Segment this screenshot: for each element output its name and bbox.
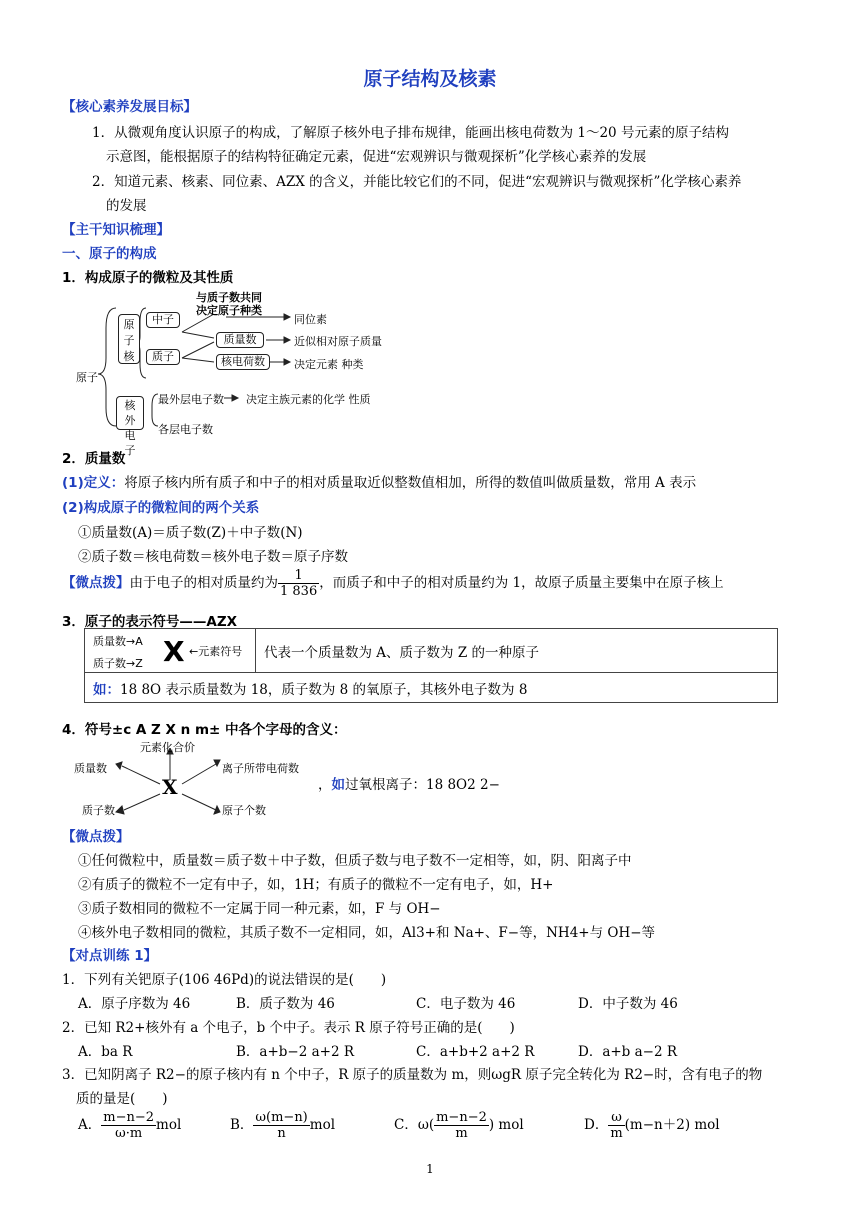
q3-b-label: B． (230, 1117, 254, 1133)
element-arrow-label: ←元素符号 (189, 645, 243, 658)
q3-c-den: m (455, 1126, 468, 1141)
tip-item-3: ③质子数相同的微粒不一定属于同一种元素，如，F 与 OH− (78, 901, 441, 917)
goals-heading: 【核心素养发展目标】 (62, 99, 197, 115)
page-number: 1 (426, 1162, 434, 1176)
svg-text:X: X (162, 775, 178, 799)
section-4-heading: 4．符号±c A Z X n m± 中各个字母的含义： (62, 722, 347, 738)
q1-option-a[interactable]: A．原子序数为 46 (78, 996, 191, 1012)
isotope-label: 同位素 (294, 313, 327, 326)
q3-c-num: m−n−2 (436, 1110, 487, 1125)
electron-mass-fraction (278, 568, 319, 599)
q3-b-den: n (277, 1126, 286, 1141)
example-label: 如： (93, 681, 120, 698)
nuclear-charge-box: 核电荷数 (216, 354, 270, 370)
q3-a-unit: mol (156, 1117, 182, 1133)
approx-mass-label: 近似相对原子质量 (294, 335, 382, 348)
section-1-heading: 1．构成原子的微粒及其性质 (62, 270, 234, 286)
symbol-table (84, 628, 778, 703)
mass-arrow-label: 质量数→A (93, 635, 143, 648)
q3-d-unit: (m−n＋2) mol (624, 1117, 720, 1133)
proton-arrow-label: 质子数→Z (93, 657, 143, 670)
goal-2-line-1: 2．知道元素、核素、同位素、AZX 的含义，并能比较它们的不同，促进“宏观辨识与微观探析”化学核心素养 (92, 174, 742, 190)
layer-electrons-label: 各层电子数 (158, 423, 213, 436)
q3-c-fraction (434, 1110, 489, 1141)
q3-d-num: ω (608, 1110, 624, 1126)
symbol-example (85, 673, 778, 703)
q2-option-b[interactable]: B．a+b−2 a+2 R (236, 1044, 355, 1060)
tip-1-label: 【微点拨】 (62, 575, 130, 591)
page-title: 原子结构及核素 (363, 68, 497, 90)
goal-1-line-1: 1．从微观角度认识原子的构成，了解原子核外电子排布规律，能画出核电荷数为 1～20 号元素的原子结构 (92, 125, 729, 141)
proton-label: 质子数 (82, 804, 115, 817)
q3-c-unit: ) mol (488, 1117, 524, 1133)
relations-heading: (2)构成原子的微粒间的两个关系 (62, 500, 260, 516)
symbol-meaning: 代表一个质量数为 A、质子数为 Z 的一种原子 (256, 629, 778, 673)
mass-number-box: 质量数 (216, 332, 264, 348)
q3-c-label: C．ω( (394, 1117, 435, 1133)
element-symbol: X (163, 635, 185, 668)
nucleus-box: 原子核 (118, 314, 140, 364)
peroxide-example-label: 如 (331, 777, 345, 793)
q3-a-fraction (101, 1110, 156, 1141)
q3-option-c[interactable] (394, 1110, 524, 1141)
mass-label: 质量数 (74, 762, 107, 775)
section-3-heading: 3．原子的表示符号——AZX (62, 614, 238, 630)
tips-heading: 【微点拨】 (62, 829, 130, 845)
tip-1-post: ，而质子和中子的相对质量约为 1，故原子质量主要集中在原子核上 (319, 575, 724, 591)
atom-label: 原子 (76, 371, 98, 384)
tip-1-pre: 由于电子的相对质量约为 (129, 575, 278, 591)
definition (62, 471, 696, 491)
ion-charge-label: 离子所带电荷数 (222, 762, 299, 775)
review-heading: 【主干知识梳理】 (62, 222, 170, 238)
q3-b-unit: mol (309, 1117, 336, 1133)
decide-chem-label: 决定主族元素的化学 性质 (246, 393, 371, 406)
example-text: 18 8O 表示质量数为 18，质子数为 8 的氧原子，其核外电子数为 8 (120, 681, 528, 698)
question-3-line-1: 3．已知阴离子 R2−的原子核内有 n 个中子，R 原子的质量数为 m，则ωgR 原子完全转化为 R2−时，含有电子的物 (62, 1067, 763, 1083)
goal-2-line-2: 的发展 (106, 198, 147, 214)
peroxide-example (318, 773, 500, 793)
tip-item-1: ①任何微粒中，质量数＝质子数＋中子数，但质子数与电子数不一定相等，如，阴、阳离子中 (78, 853, 632, 869)
atom-count-label: 原子个数 (222, 804, 266, 817)
fraction-denominator: 1 836 (280, 584, 318, 599)
q3-d-label: D． (584, 1117, 609, 1133)
decide-element-label: 决定元素 种类 (294, 358, 364, 371)
q2-option-d[interactable]: D．a+b a−2 R (578, 1044, 678, 1060)
fraction-numerator: 1 (278, 568, 319, 584)
q3-a-label: A． (78, 1117, 102, 1133)
peroxide-example-text: 过氧根离子：18 8O2 2− (345, 777, 500, 793)
relation-2: ②质子数＝核电荷数＝核外电子数＝原子序数 (78, 549, 348, 565)
question-3-line-2: 质的量是( ) (76, 1091, 168, 1107)
q3-a-num: m−n−2 (103, 1110, 155, 1125)
q1-option-b[interactable]: B．质子数为 46 (236, 996, 335, 1012)
outer-electrons-label: 最外层电子数 (158, 393, 224, 406)
tip-item-2: ②有质子的微粒不一定有中子，如，1H；有质子的微粒不一定有电子，如，H+ (78, 877, 554, 893)
relation-1: ①质量数(A)＝质子数(Z)＋中子数(N) (78, 525, 303, 541)
tip-1 (62, 568, 724, 599)
q2-option-c[interactable]: C．a+b+2 a+2 R (416, 1044, 535, 1060)
question-2: 2．已知 R2+核外有 a 个电子，b 个中子。表示 R 原子符号正确的是( ) (62, 1020, 515, 1036)
example-pre: ， (318, 777, 332, 793)
q1-option-d[interactable]: D．中子数为 46 (578, 996, 678, 1012)
definition-text: 将原子核内所有质子和中子的相对质量取近似整数值相加，所得的数值叫做质量数，常用 A 表示 (124, 475, 697, 491)
neutron-box: 中子 (146, 312, 180, 328)
practice-heading: 【对点训练 1】 (62, 948, 158, 964)
q1-option-c[interactable]: C．电子数为 46 (416, 996, 516, 1012)
valence-label: 元素化合价 (140, 741, 195, 754)
q3-d-fraction (608, 1110, 624, 1141)
symbol-diagram-cell (85, 629, 256, 673)
q3-b-fraction (253, 1110, 309, 1141)
q2-option-a[interactable]: A．ba R (78, 1044, 133, 1060)
shared-label-1: 与质子数共同 (196, 291, 262, 304)
electrons-box: 核外电子 (116, 396, 144, 430)
section-2-heading: 2．质量数 (62, 451, 126, 467)
shared-label-2: 决定原子种类 (196, 304, 262, 317)
proton-box: 质子 (146, 349, 180, 365)
symbol-arrows (110, 748, 230, 818)
goal-1-line-2: 示意图，能根据原子的结构特征确定元素，促进“宏观辨识与微观探析”化学核心素养的发展 (106, 149, 647, 165)
definition-label: (1)定义： (62, 475, 125, 491)
q3-option-d[interactable] (584, 1110, 720, 1141)
question-1: 1．下列有关钯原子(106 46Pd)的说法错误的是( ) (62, 972, 387, 988)
q3-option-b[interactable] (230, 1110, 335, 1141)
part-1-heading: 一、原子的构成 (62, 246, 157, 262)
q3-a-den: ω·m (115, 1126, 143, 1141)
q3-option-a[interactable] (78, 1110, 181, 1141)
tip-item-4: ④核外电子数相同的微粒，其质子数不一定相同，如，Al3+和 Na+、F−等，NH4+与 OH−等 (78, 925, 656, 941)
q3-b-num: ω(m−n) (255, 1110, 308, 1125)
q3-d-den: m (610, 1126, 623, 1141)
